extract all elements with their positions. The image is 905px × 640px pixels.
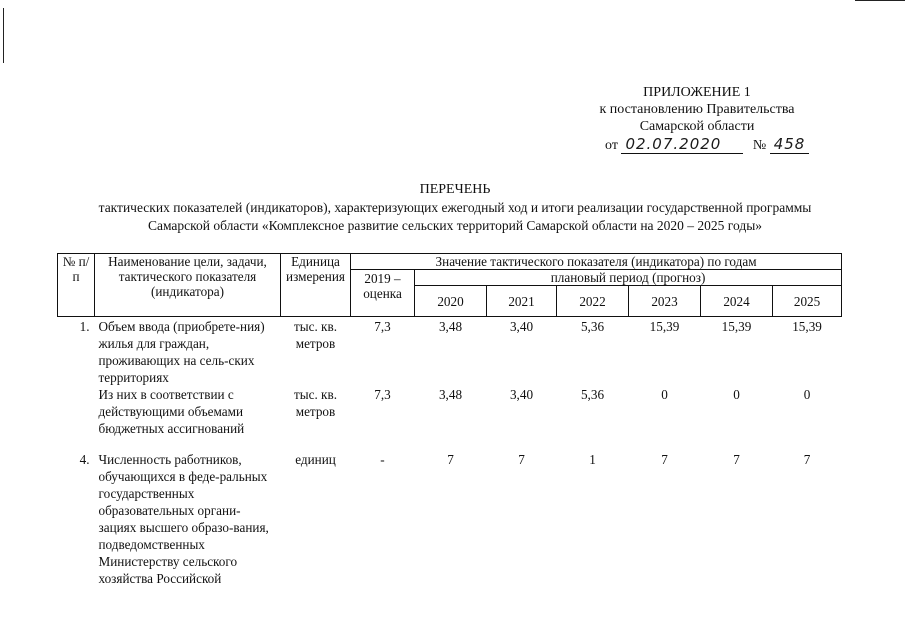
row-name: Численность работников, обучающихся в феде-ральных государственных образовательных органи-зациях высшего образо-вания, подведомственных Министерству сельского хозяйства Российской <box>98 452 269 586</box>
header-year: 2020 <box>415 286 487 317</box>
header-year: 2021 <box>487 286 557 317</box>
row-value: 15,39 <box>721 319 752 334</box>
row-estimate: 7,3 <box>374 387 391 402</box>
row-value: 15,39 <box>792 319 822 334</box>
appendix-line-2: Самарской области <box>639 119 755 134</box>
header-values-group: Значение тактического показателя (индикатора) по годам <box>351 254 842 270</box>
row-value: 5,36 <box>580 387 605 402</box>
header-year: 2022 <box>557 286 629 317</box>
row-value: 3,48 <box>438 387 463 402</box>
scan-edge-mark <box>3 8 4 63</box>
title-heading: ПЕРЕЧЕНЬ <box>419 182 491 197</box>
row-value: 1 <box>589 452 596 467</box>
header-estimate: 2019 – оценка <box>351 270 415 317</box>
row-value: 7 <box>518 452 525 467</box>
order-number-handwritten: 458 <box>770 135 810 154</box>
header-unit: Единица измерения <box>281 254 351 317</box>
title-line-2: Самарской области «Комплексное развитие сельских территорий Самарской области на 2020 – 2025 годы» <box>147 218 763 233</box>
row-num <box>58 386 95 437</box>
row-num: 4. <box>79 452 90 467</box>
header-num: № п/п <box>58 254 95 317</box>
title-line-1: тактических показателей (индикаторов), характеризующих ежегодный ход и итоги реализации государственной программы <box>98 200 812 215</box>
scan-corner-mark <box>855 0 905 1</box>
header-year: 2025 <box>773 286 842 317</box>
row-value: 7 <box>803 452 811 467</box>
document-title <box>40 181 870 235</box>
row-value: 15,39 <box>649 319 680 334</box>
row-name: Из них в соответствии с действующими объемами бюджетных ассигнований <box>98 387 245 436</box>
row-unit: единиц <box>295 452 336 467</box>
table-row <box>58 386 842 437</box>
appendix-label: ПРИЛОЖЕНИЕ 1 <box>643 85 751 100</box>
order-number-sign: № <box>752 138 767 153</box>
row-value: 7 <box>447 452 454 467</box>
row-unit: тыс. кв. метров <box>293 387 337 419</box>
order-date-handwritten: 02.07.2020 <box>621 135 743 154</box>
row-value: 5,36 <box>580 319 605 334</box>
row-value: 7 <box>733 452 740 467</box>
row-value: 3,40 <box>509 319 534 334</box>
row-unit: тыс. кв. метров <box>293 319 337 351</box>
row-value: 3,40 <box>509 387 534 402</box>
table-row <box>58 317 842 387</box>
indicators-table <box>57 253 842 587</box>
row-value: 0 <box>661 387 668 402</box>
header-plan-group: плановый период (прогноз) <box>415 270 842 286</box>
row-name: Объем ввода (приобрете-ния) жилья для граждан, проживающих на сель-ских территориях <box>98 319 265 385</box>
header-year: 2023 <box>629 286 701 317</box>
header-year: 2024 <box>701 286 773 317</box>
header-name: Наименование цели, задачи, тактического показателя (индикатора) <box>95 254 281 317</box>
row-num: 1. <box>79 319 90 334</box>
row-estimate: - <box>380 452 385 467</box>
row-value: 3,48 <box>438 319 463 334</box>
appendix-reference <box>567 101 827 135</box>
order-date-number <box>605 135 809 154</box>
table-row <box>58 437 842 587</box>
order-from-prefix: от <box>605 138 618 153</box>
row-estimate: 7,3 <box>374 319 391 334</box>
row-value: 7 <box>661 452 668 467</box>
row-value: 0 <box>733 387 740 402</box>
appendix-line-1: к постановлению Правительства <box>599 102 795 117</box>
row-value: 0 <box>803 387 811 402</box>
